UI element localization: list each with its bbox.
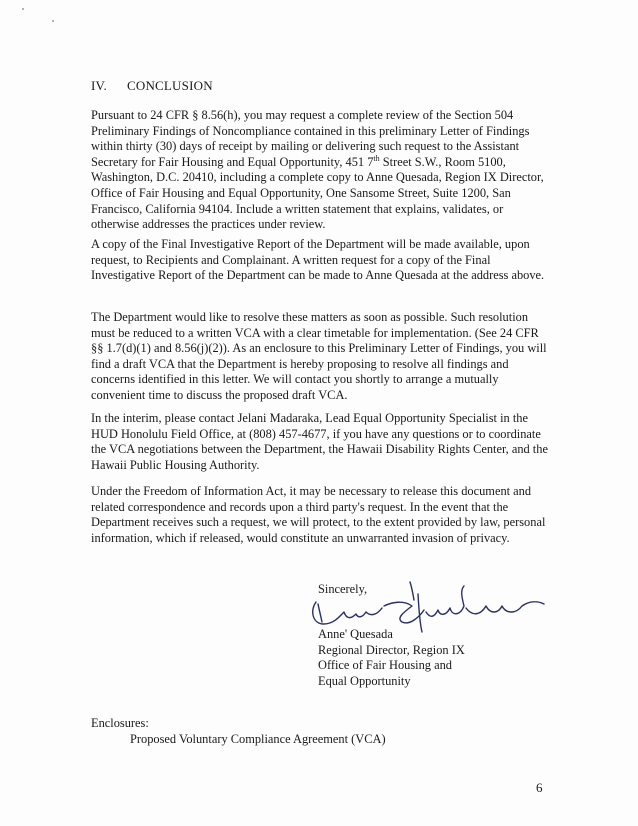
scan-speck — [22, 8, 24, 10]
paragraph-foia: Under the Freedom of Information Act, it may be necessary to release this document and related correspondence and records upon a third party's request. In the event that the Department receives such a request, we will protect, to the extent provided by law, personal information, which if released, would constitute an unwarranted invasion of privacy. — [91, 484, 546, 545]
section-heading — [91, 78, 213, 94]
signer-name: Anne' Quesada — [318, 627, 393, 641]
section-number: IV. — [91, 78, 107, 93]
signer-block — [318, 627, 465, 689]
signer-title: Regional Director, Region IX — [318, 642, 465, 657]
section-title: CONCLUSION — [127, 78, 213, 93]
enclosures-label: Enclosures: — [91, 716, 149, 730]
paragraph-text: Pursuant to 24 CFR § 8.56(h), you may request a complete review of the Section 504 Preliminary Findings of Noncompliance contained in this preliminary Letter of Findings within thirty (30) days of receipt by mailing or delivering such request to the Assistant Secretary for Fair Housing and Equal Opportunity, 451 7 — [91, 108, 530, 169]
page-number: 6 — [536, 780, 543, 795]
paragraph-text: Street S.W., Room 5100, Washington, D.C. 20410, including a complete copy to Anne Quesada, Region IX Director, Office of Fair Housing and Equal Opportunity, One Sansome Street, Suite 1200, San Francisco, California 94104. Include a written statement that explains, validates, or otherwise addresses the practices under review. — [91, 154, 544, 232]
paragraph-final-report: A copy of the Final Investigative Report of the Department will be made available, upon request, to Recipients and Complainant. A written request for a copy of the Final Investigative Report of the Department can be made to Anne Quesada at the address above. — [91, 237, 545, 283]
enclosure-item: Proposed Voluntary Compliance Agreement (VCA) — [130, 732, 386, 746]
signer-office: Equal Opportunity — [318, 673, 411, 688]
paragraph-review-request — [91, 108, 551, 233]
superscript-ordinal: th — [373, 153, 380, 163]
paragraph-contact: In the interim, please contact Jelani Madaraka, Lead Equal Opportunity Specialist in the HUD Honolulu Field Office, at (808) 457-4677, if you have any questions or to coordinate the VCA negotiations between the Department, the Hawaii Disability Rights Center, and the Hawaii Public Housing Authority. — [91, 411, 548, 472]
scan-speck — [52, 20, 54, 22]
signer-office: Office of Fair Housing and — [318, 658, 452, 673]
closing-salutation: Sincerely, — [318, 582, 368, 596]
paragraph-resolution: The Department would like to resolve these matters as soon as possible. Such resolution must be reduced to a written VCA with a clear timetable for implementation. (See 24 CFR §§ 1.7(d)(1) and 8.56(j)(2)). As an enclosure to this Preliminary Letter of Findings, you will find a draft VCA that the Department is hereby proposing to resolve all findings and concerns identified in this letter. We will contact you shortly to arrange a mutually convenient time to discuss the proposed draft VCA. — [91, 310, 547, 402]
